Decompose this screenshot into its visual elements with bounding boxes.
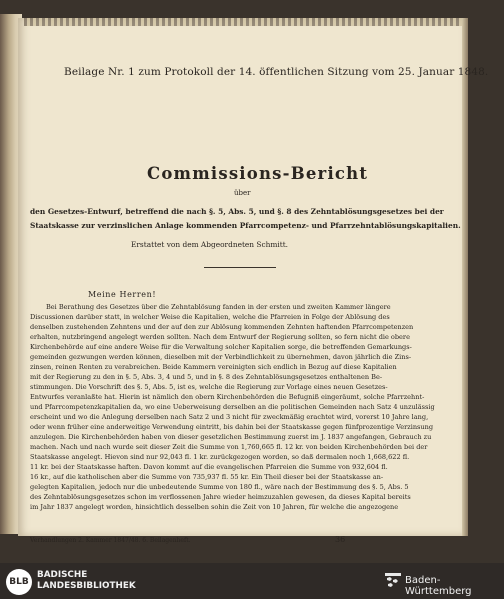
body-line: Entwurfes veranlaßte hat. Hierin ist nämlich den obern Kirchenbehörden die Befugniß eingeräumt, solche Pfarrzehnt- (30, 393, 425, 401)
state-name[interactable]: Baden-Württemberg (405, 575, 472, 597)
body-line: gemeinden gezwungen werden können, dieselben mit der Verbindlichkeit zu übernehmen, davon jährlich die Zins- (30, 353, 412, 361)
document-title: Commissions-Bericht (147, 164, 369, 183)
library-name[interactable] (37, 570, 136, 592)
body-line: oder wenn früher eine anderweitige Verwendung eintritt, bis dahin bei der Staatskasse gegen fünfprozentige Verzinsung (30, 423, 434, 431)
body-line: denselben zustehenden Zehntens und der auf den zur Ablösung kommenden Zehnten haftenden Pfarrcompetenzen (30, 323, 414, 331)
body-line: gelegten Kapitalien, jedoch nur die unbedeutende Summe von 180 fl., wäre nach der Bestimmung des §. 5, Abs. 5 (30, 483, 409, 491)
body-line: Kirchenbehörde auf eine andere Weise für die Verwaltung solcher Kapitalien sorge, die betreffenden Gemarkungs- (30, 343, 412, 351)
section-divider (204, 267, 276, 268)
document-header: Beilage Nr. 1 zum Protokoll der 14. öffentlichen Sitzung vom 25. Januar 1848. (64, 66, 489, 78)
body-line: anzulegen. Die Kirchenbehörden haben von dieser gesetzlichen Bestimmung zuerst im J. 1837 angefangen, Gebrauch zu (30, 433, 432, 441)
body-line: erscheint und wo die Anlegung derselben nach Satz 2 und 3 nicht für zweckmäßig erachtet wird, vorerst 10 Jahre lang, (30, 413, 429, 421)
page-edge (462, 18, 468, 536)
subtitle-line-2: Staatskasse zur verzinslichen Anlage kommenden Pfarrcompetenz- und Pfarrzehntablösungskapitalien. (30, 221, 461, 230)
title-connector: über (234, 189, 251, 197)
state-coat-of-arms-icon[interactable] (384, 571, 402, 591)
body-line: des Zehntablösungsgesetzes schon im verflossenen Jahre wieder heimzuzahlen gewesen, da dieses Kapital bereits (30, 493, 411, 501)
body-line: im Jahr 1837 angelegt worden, hinsichtlich desselben sohin die Zeit von 10 Jahren, für welche die angezogene (30, 503, 399, 511)
body-line: 11 kr. bei der Staatskasse haften. Davon kommt auf die evangelischen Pfarreien die Summe von 932,604 fl. (30, 463, 388, 471)
author-line: Erstattet von dem Abgeordneten Schmitt. (131, 240, 289, 249)
salutation: Meine Herren! (88, 290, 157, 299)
page-top-edge (24, 18, 462, 26)
footer-source: Verhandlungen 2. Kammer 1847/48. 6. Beilagenheft. (30, 537, 191, 544)
body-line: und Pfarrcompetenzkapitalien da, wo eine Ueberweisung derselben an die politischen Gemeinden nach Satz 4 unzulässig (30, 403, 435, 411)
blb-logo-icon[interactable]: BLB (6, 569, 32, 595)
subtitle-line-1: den Gesetzes-Entwurf, betreffend die nach §. 5, Abs. 5, und §. 8 des Zehntablösungsgesetzes bei der (30, 207, 444, 216)
body-line: 16 kr., auf die katholischen aber die Summe von 735,937 fl. 55 kr. Ein Theil dieser bei der Staatskasse an- (30, 473, 384, 481)
page-number: 36 (335, 535, 346, 544)
body-line: zinsen, reinen Renten zu verabreichen. Beide Kammern vereinigten sich endlich in Bezug auf diese Kapitalien (30, 363, 397, 371)
library-name-line-1: BADISCHE (37, 570, 88, 580)
body-line: mit der Regierung zu den in §. 5, Abs. 3, 4 und 5, und in §. 8 des Zehntablösungsgesetzes enthaltenen Be- (30, 373, 383, 381)
body-line: stimmungen. Die Vorschrift des §. 5, Abs. 5, ist es, welche die Regierung zur Vorlage eines neuen Gesetzes- (30, 383, 388, 391)
library-name-line-2: LANDESBIBLIOTHEK (37, 581, 136, 591)
body-line: Bei Berathung des Gesetzes über die Zehntablösung fanden in der ersten und zweiten Kammer längere (46, 303, 391, 311)
body-line: machen. Nach und nach wurde seit dieser Zeit die Summe von 1,760,665 fl. 12 kr. von beiden Kirchenbehörden bei der (30, 443, 428, 451)
body-line: Discussionen darüber statt, in welcher Weise die Kapitalien, welche die Pfarreien in Folge der Ablösung des (30, 313, 390, 321)
body-line: Staatskasse angelegt. Hievon sind nur 92,043 fl. 1 kr. zurückgezogen worden, so daß dermalen noch 1,668,622 fl. (30, 453, 410, 461)
body-line: erhalten, nutzbringend angelegt werden sollten. Nach dem Entwurf der Regierung sollten, so fern nicht die obere (30, 333, 410, 341)
